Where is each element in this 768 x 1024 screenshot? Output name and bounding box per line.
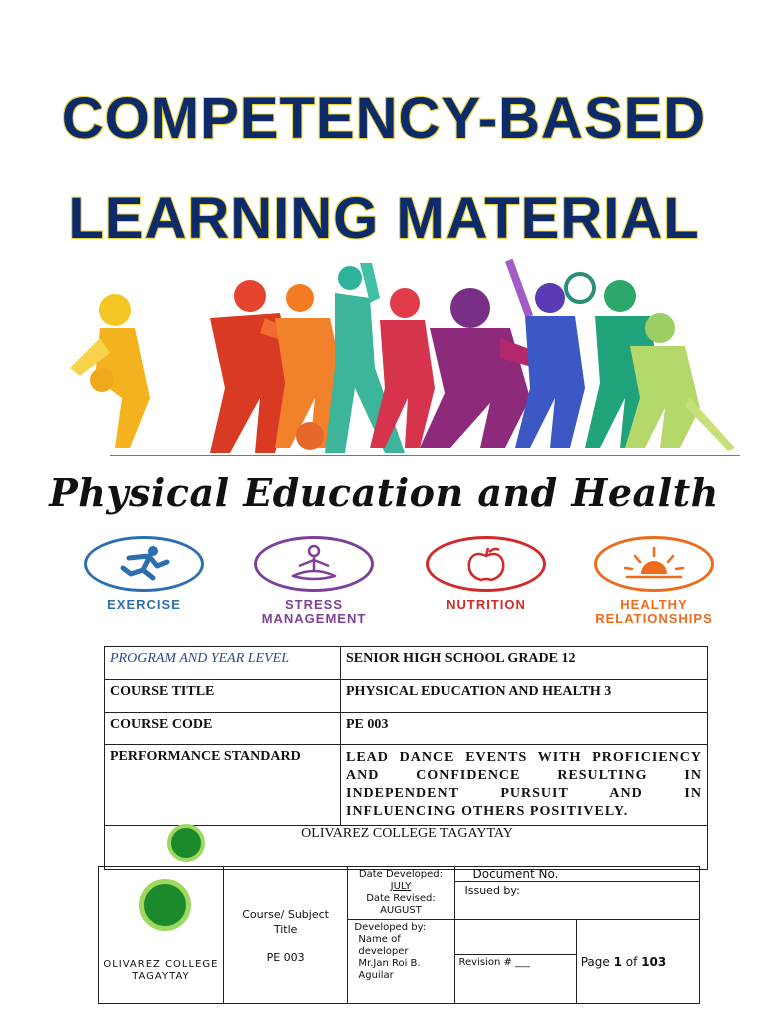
subject-banner-title: Physical Education and Health bbox=[49, 470, 719, 515]
exercise-label: EXERCISE bbox=[107, 597, 181, 612]
page-of: of bbox=[625, 954, 638, 969]
course-subject-label: Course/ Subject Title bbox=[242, 907, 329, 936]
nutrition-badge bbox=[406, 536, 566, 612]
developed-by-label: Developed by: bbox=[354, 922, 427, 933]
title-line-2: LEARNING MATERIAL bbox=[68, 186, 700, 251]
athletes-banner-image bbox=[60, 258, 740, 458]
runner-figure bbox=[370, 288, 435, 448]
issued-by-space bbox=[454, 920, 576, 955]
stress-management-label: STRESS MANAGEMENT bbox=[261, 597, 367, 626]
revision-label: Revision # ___ bbox=[458, 957, 531, 968]
developed-by-cell bbox=[348, 920, 454, 1004]
revision-cell bbox=[454, 955, 576, 1004]
course-code-row bbox=[105, 713, 708, 745]
school-row bbox=[104, 822, 708, 870]
course-title-label: COURSE TITLE bbox=[105, 680, 341, 713]
course-info-table bbox=[104, 646, 708, 826]
document-control-table bbox=[98, 866, 700, 1004]
course-code-label: COURSE CODE bbox=[105, 713, 341, 745]
course-title-value: PHYSICAL EDUCATION AND HEALTH 3 bbox=[341, 680, 708, 713]
date-developed-value: JULY bbox=[390, 881, 412, 892]
page-label: Page bbox=[580, 954, 610, 969]
program-value: SENIOR HIGH SCHOOL GRADE 12 bbox=[341, 647, 708, 680]
banner-divider bbox=[110, 455, 740, 456]
page-total: 103 bbox=[641, 954, 667, 969]
footer-course-code: PE 003 bbox=[266, 950, 305, 964]
performance-label: PERFORMANCE STANDARD bbox=[105, 745, 341, 826]
nutrition-label: NUTRITION bbox=[446, 597, 526, 612]
date-developed-label: Date Developed: bbox=[358, 869, 443, 880]
exercise-badge bbox=[64, 536, 224, 612]
document-no-cell bbox=[454, 867, 700, 920]
footer-course-cell bbox=[223, 867, 348, 1004]
program-row bbox=[105, 647, 708, 680]
developer-name-label: Name of developer bbox=[358, 934, 409, 957]
course-code-value: PE 003 bbox=[341, 713, 708, 745]
performance-value: LEAD DANCE EVENTS WITH PROFICIENCY AND CONFIDENCE RESULTING IN INDEPENDENT PURSUIT AND IN INFLUENCING OTHERS POSITIVELY. bbox=[341, 745, 708, 826]
page-cell bbox=[576, 920, 699, 1004]
footer-school-cell bbox=[99, 867, 224, 1004]
document-no-label: Document No. bbox=[455, 867, 700, 882]
date-revised-value: AUGUST bbox=[380, 905, 422, 916]
issued-by-label: Issued by: bbox=[464, 884, 520, 897]
stress-management-badge bbox=[234, 536, 394, 625]
developer-name: Mr.Jan Roi B. Aguilar bbox=[358, 958, 421, 981]
sunrise-icon bbox=[594, 536, 714, 592]
apple-icon bbox=[426, 536, 546, 592]
basketball-player-figure bbox=[70, 294, 150, 448]
school-name: OLIVAREZ COLLEGE TAGAYTAY bbox=[301, 826, 513, 841]
footer-school-name: OLIVAREZ COLLEGE TAGAYTAY bbox=[103, 959, 219, 982]
performance-row bbox=[105, 745, 708, 826]
date-revised-label: Date Revised: bbox=[366, 893, 436, 904]
healthy-relationships-label: HEALTHY RELATIONSHIPS bbox=[595, 597, 713, 626]
running-person-icon bbox=[84, 536, 204, 592]
healthy-relationships-badge bbox=[574, 536, 734, 625]
course-title-row bbox=[105, 680, 708, 713]
program-label: PROGRAM AND YEAR LEVEL bbox=[105, 647, 341, 680]
date-developed-cell bbox=[348, 867, 454, 920]
meditation-icon bbox=[254, 536, 374, 592]
footer-college-seal-logo bbox=[139, 879, 191, 931]
title-line-1: COMPETENCY-BASED bbox=[61, 86, 707, 151]
page-current: 1 bbox=[613, 954, 622, 969]
